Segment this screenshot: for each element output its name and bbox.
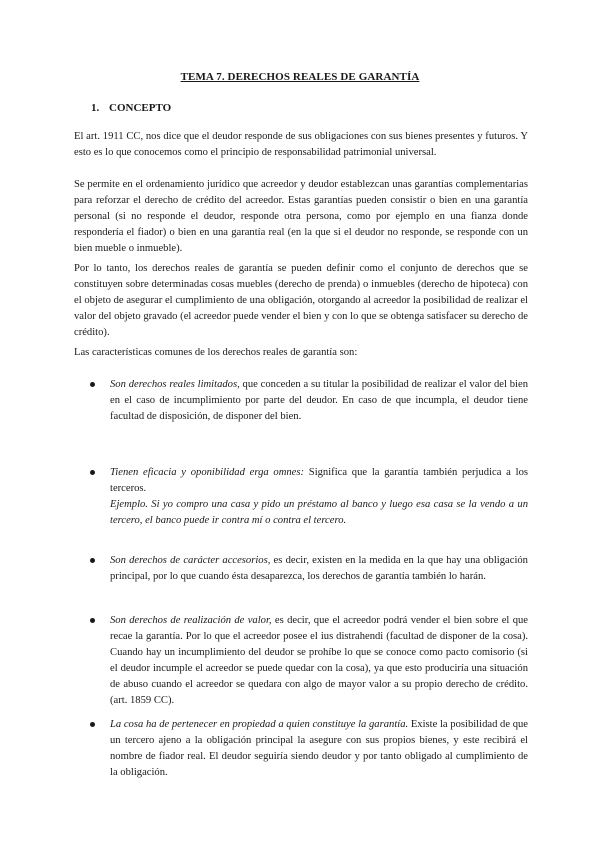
bullet-body: que conceden a su titular la posibilidad de realizar el valor del bien en el caso de incumplimiento por parte del deudor. En caso de que incumpla, el deudor tiene facultad de disposición, de disponer del bien. — [110, 379, 528, 422]
section-heading — [91, 102, 171, 114]
list-item — [110, 613, 528, 709]
bullet-lead: La cosa ha de pertenecer en propiedad a quien constituye la garantía. — [110, 719, 409, 730]
bullet-icon — [90, 470, 95, 475]
paragraph-4: Las características comunes de los derechos reales de garantía son: — [74, 347, 358, 358]
paragraph-2: Se permite en el ordenamiento jurídico que acreedor y deudor establezcan unas garantías complementarias para reforzar el derecho de crédito del acreedor. Estas garantías pueden consistir o bien en una garantía personal (si no responde el deudor, responde otra persona, como por ejemplo en una fianza donde respondería el fiador) o bien en una garantía real (en la que si el deudor no responde, se responde con un bien mueble o inmueble). — [74, 179, 528, 254]
bullet-icon — [90, 558, 95, 563]
document-title: TEMA 7. DERECHOS REALES DE GARANTÍA — [180, 71, 420, 83]
bullet-lead: Son derechos reales limitados, — [110, 379, 240, 390]
bullet-lead: Son derechos de carácter accesorios, — [110, 555, 271, 566]
bullet-text — [110, 613, 528, 709]
bullet-body: Existe la posibilidad de que un tercero ajeno a la obligación principal la asegure con sus propios bienes, y este recibirá el nombre de fiador real. El deudor seguiría siendo deudor y por tanto obligado al cumplimiento de la obligación. — [110, 719, 528, 778]
bullet-icon — [90, 618, 95, 623]
bullet-lead: Son derechos de realización de valor, — [110, 615, 272, 626]
list-item — [110, 553, 528, 585]
bullet-icon — [90, 382, 95, 387]
bullet-text — [110, 553, 528, 585]
bullet-text — [110, 717, 528, 781]
example-label: Ejemplo. — [110, 499, 148, 510]
section-number: 1. — [91, 102, 100, 114]
list-item — [110, 717, 528, 781]
list-item — [110, 377, 528, 425]
paragraph-3: Por lo tanto, los derechos reales de garantía se pueden definir como el conjunto de derechos que se constituyen sobre determinadas cosas muebles (derecho de prenda) o inmuebles (derecho de hipoteca) con el objeto de asegurar el cumplimiento de una obligación, otorgando al acreedor la posibilidad de realizar el valor del objeto gravado (el acreedor puede vender el bien y con lo que se obtenga satisfacer su derecho de crédito). — [74, 263, 528, 338]
bullet-lead: Tienen eficacia y oponibilidad erga omnes: — [110, 467, 305, 478]
bullet-body: Significa que la garantía también perjudica a los terceros. — [110, 467, 529, 494]
list-item — [110, 465, 528, 529]
section-title: CONCEPTO — [109, 102, 172, 114]
bullet-body: es decir, existen en la medida en la que hay una obligación principal, por lo que cuando ésta desaparezca, los derechos de garantía también lo harán. — [110, 555, 528, 582]
bullet-text — [110, 377, 528, 425]
example-text — [110, 497, 528, 529]
bullet-icon — [90, 722, 95, 727]
example-body: Si yo compro una casa y pido un préstamo al banco y luego esa casa se la vendo a un tercero, el banco puede ir contra mí o contra el tercero. — [110, 499, 528, 526]
paragraph-1: El art. 1911 CC, nos dice que el deudor responde de sus obligaciones con sus bienes presentes y futuros. Y esto es lo que conocemos como el principio de responsabilidad patrimonial universal. — [74, 131, 528, 158]
bullet-body: es decir, que el acreedor podrá vender el bien sobre el que recae la garantía. Por lo que el acreedor posee el ius distrahendi (facultad de disponer de la cosa). Cuando hay un incumplimiento del deudor se prohíbe lo que se conoce como pacto comisorio (si el deudor incumple el acreedor se puede quedar con la cosa), ya que esto produciría una situación de abuso cuando el acreedor se quedara con algo de mayor valor a su propio derecho de crédito. (art. 1859 CC). — [110, 615, 528, 706]
bullet-text — [110, 465, 528, 497]
